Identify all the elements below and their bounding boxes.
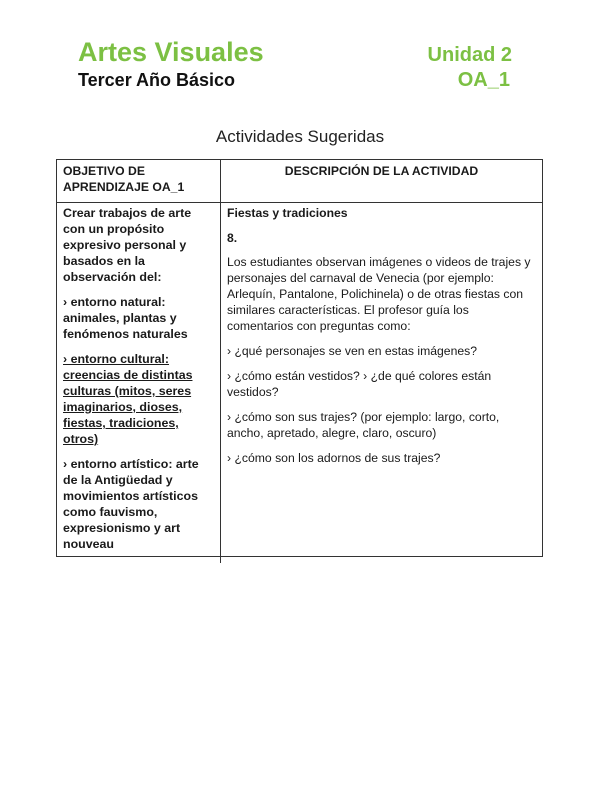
- table-header-description: DESCRIPCIÓN DE LA ACTIVIDAD: [221, 160, 542, 203]
- objective-intro: Crear trabajos de arte con un propósito expresivo personal y basados en la observación del:: [63, 206, 192, 284]
- document-header: [78, 36, 514, 92]
- activity-number: 8.: [227, 231, 238, 245]
- activity-paragraph: Los estudiantes observan imágenes o videos de trajes y personajes del carnaval de Venecia (por ejemplo: Arlequín, Pantalone, Polichinela) o de otras fiestas con similares características. El profesor guía los comentarios con preguntas como:: [227, 255, 531, 333]
- activity-question-3: › ¿cómo son sus trajes? (por ejemplo: largo, corto, ancho, apretado, alegre, claro, oscuro): [227, 410, 500, 440]
- description-cell: [221, 203, 542, 563]
- unit-label: Unidad 2: [427, 44, 512, 66]
- objective-code: OA_1: [457, 69, 510, 91]
- course-title: Artes Visuales: [78, 37, 264, 67]
- activity-question-2: › ¿cómo están vestidos? › ¿de qué colores están vestidos?: [227, 369, 492, 399]
- grade-label: Tercer Año Básico: [78, 70, 236, 90]
- header-row-top: [78, 36, 514, 68]
- activity-title: Fiestas y tradiciones: [227, 206, 348, 220]
- objective-item-natural: › entorno natural: animales, plantas y fenómenos naturales: [63, 295, 188, 341]
- activity-question-1: › ¿qué personajes se ven en estas imágenes?: [227, 344, 477, 358]
- activity-table: [56, 159, 543, 557]
- objective-item-artistic: › entorno artístico: arte de la Antigüedad y movimientos artísticos como fauvismo, expresionismo y art nouveau: [63, 457, 199, 551]
- activity-question-4: › ¿cómo son los adornos de sus trajes?: [227, 451, 441, 465]
- section-title: Actividades Sugeridas: [215, 127, 385, 146]
- table-header-objective: OBJETIVO DE APRENDIZAJE OA_1: [57, 160, 221, 203]
- objective-cell: [57, 203, 221, 563]
- objective-item-cultural: › entorno cultural: creencias de distintas culturas (mitos, seres imaginarios, dioses, fiestas, tradiciones, otros): [63, 352, 193, 446]
- header-row-bottom: [78, 68, 514, 92]
